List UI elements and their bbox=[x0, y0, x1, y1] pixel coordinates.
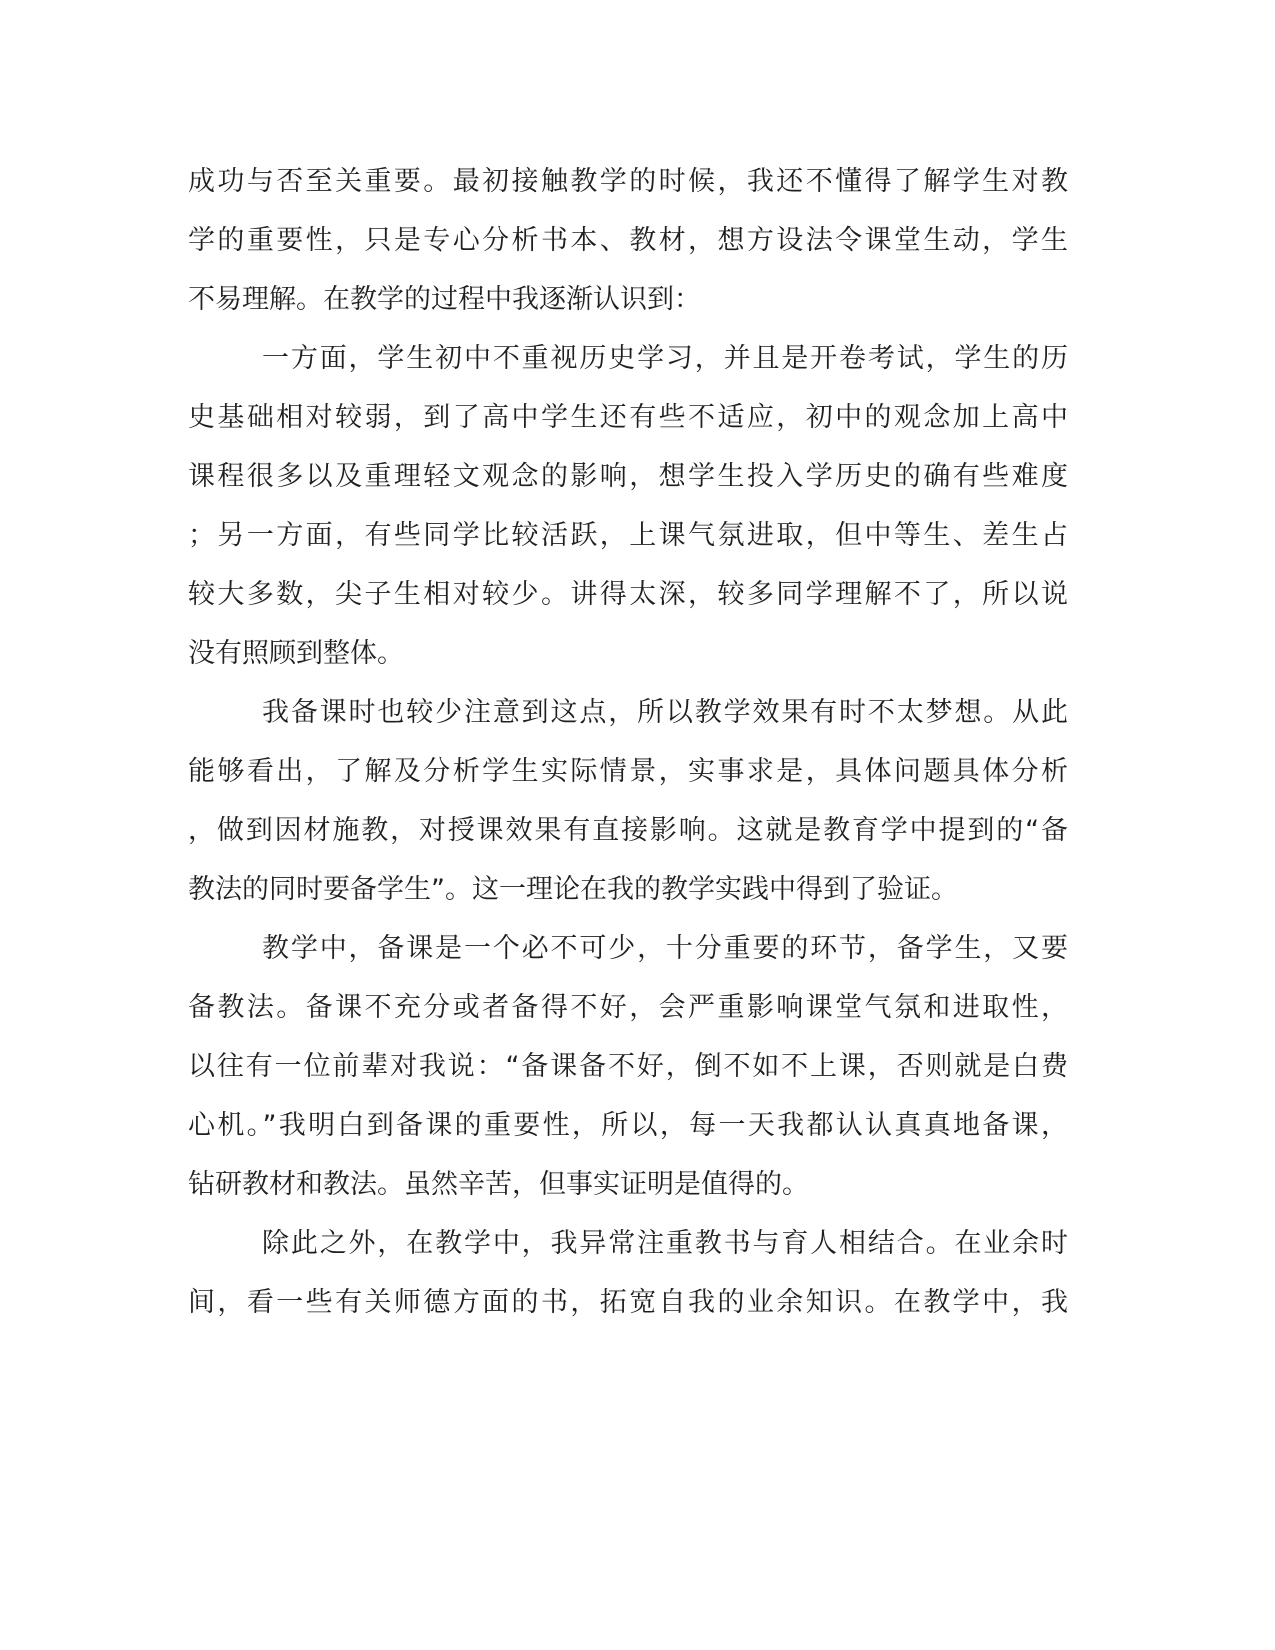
paragraph-first-line: 一方面，学生初中不重视历史学习，并且是开卷考试，学生的历 bbox=[262, 343, 1068, 374]
text-line: 学的重要性，只是专心分析书本、教材，想方设法令课堂生动，学生 bbox=[188, 225, 1068, 256]
text-line: ，做到因材施教，对授课效果有直接影响。这就是教育学中提到的“备 bbox=[188, 815, 1068, 846]
text-line: 心机。”我明白到备课的重要性，所以，每一天我都认认真真地备课， bbox=[188, 1110, 1068, 1141]
text-line: 史基础相对较弱，到了高中学生还有些不适应，初中的观念加上高中 bbox=[188, 402, 1068, 433]
text-line: 没有照顾到整体。 bbox=[188, 638, 404, 669]
text-line: 成功与否至关重要。最初接触教学的时候，我还不懂得了解学生对教 bbox=[188, 166, 1068, 197]
text-line: 能够看出，了解及分析学生实际情景，实事求是，具体问题具体分析 bbox=[188, 756, 1068, 787]
paragraph-first-line: 我备课时也较少注意到这点，所以教学效果有时不太梦想。从此 bbox=[262, 697, 1068, 728]
paragraph-first-line: 除此之外，在教学中，我异常注重教书与育人相结合。在业余时 bbox=[262, 1228, 1068, 1259]
text-line: 间，看一些有关师德方面的书，拓宽自我的业余知识。在教学中，我 bbox=[188, 1287, 1068, 1318]
text-line: 教法的同时要备学生”。这一理论在我的教学实践中得到了验证。 bbox=[188, 874, 958, 905]
text-line: 不易理解。在教学的过程中我逐渐认识到： bbox=[188, 284, 701, 315]
paragraph-first-line: 教学中，备课是一个必不可少，十分重要的环节，备学生，又要 bbox=[262, 933, 1068, 964]
text-line: 备教法。备课不充分或者备得不好，会严重影响课堂气氛和进取性， bbox=[188, 992, 1068, 1023]
text-line: 以往有一位前辈对我说：“备课备不好，倒不如不上课，否则就是白费 bbox=[188, 1051, 1068, 1082]
text-line: 钻研教材和教法。虽然辛苦，但事实证明是值得的。 bbox=[188, 1169, 809, 1200]
text-line: 较大多数，尖子生相对较少。讲得太深，较多同学理解不了，所以说 bbox=[188, 579, 1068, 610]
text-line: 课程很多以及重理轻文观念的影响，想学生投入学历史的确有些难度 bbox=[188, 461, 1068, 492]
text-line: ；另一方面，有些同学比较活跃，上课气氛进取，但中等生、差生占 bbox=[188, 520, 1068, 551]
